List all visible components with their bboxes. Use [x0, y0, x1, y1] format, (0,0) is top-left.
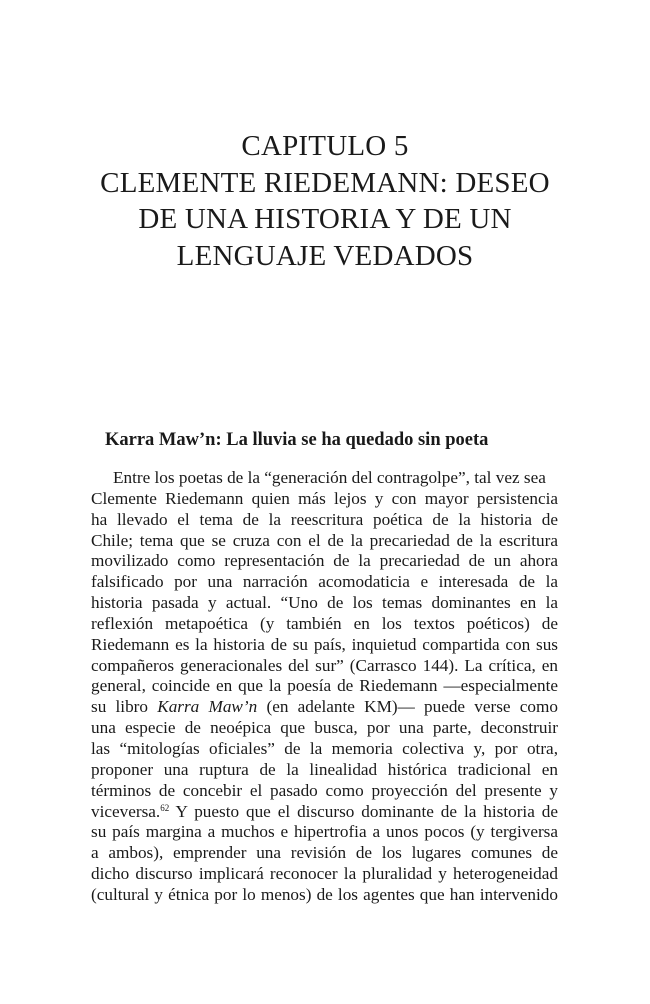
text-line: una especie de neoépica que busca, por una parte, deconstruir: [91, 718, 558, 738]
text-line: falsificado por una narración acomodaticia e interesada de la: [91, 572, 558, 592]
text-line: dicho discurso implicará reconocer la pluralidad y heterogeneidad: [91, 864, 558, 884]
text-line: su libro Karra Maw’n (en adelante KM)— puede verse como: [91, 697, 558, 717]
text-line: Chile; tema que se cruza con el de la precariedad de la escritura: [91, 530, 558, 550]
text-line: Riedemann es la historia de su país, inquietud compartida con sus: [91, 634, 558, 654]
text-line: historia pasada y actual. “Uno de los temas dominantes en la: [91, 593, 558, 613]
chapter-heading: [60, 128, 590, 274]
text-line: a ambos), emprender una revisión de los lugares comunes de: [91, 843, 558, 863]
book-title-karra-mawn: Karra Maw’n: [157, 697, 258, 717]
text-line: (cultural y étnica por lo menos) de los agentes que han intervenido: [91, 884, 558, 904]
text-line: general, coincide en que la poesía de Riedemann —especialmente: [91, 676, 558, 696]
text-line: términos de concebir el pasado como proyección del presente y: [91, 780, 558, 800]
chapter-number: CAPITULO 5: [241, 130, 409, 162]
chapter-title-line-2: DE UNA HISTORIA Y DE UN: [138, 203, 512, 235]
text-line: ha llevado el tema de la reescritura poética de la historia de: [91, 509, 558, 529]
text-line: viceversa.$^{62}$ Y puesto que el discurso dominante de la historia de: [91, 801, 558, 821]
chapter-title-line-3: LENGUAJE VEDADOS: [176, 239, 474, 272]
text-line: las “mitologías oficiales” de la memoria colectiva y, por otra,: [91, 738, 558, 758]
text-line: Entre los poetas de la “generación del contragolpe”, tal vez sea: [113, 468, 546, 487]
text-line: su país margina a muchos e hipertrofia a unos pocos (y tergiversa: [91, 822, 558, 842]
text-line: movilizado como representación de la precariedad de un ahora: [91, 551, 558, 571]
text-line: compañeros generacionales del sur” (Carrasco 144). La crítica, en: [91, 655, 558, 675]
text-line: Clemente Riedemann quien más lejos y con mayor persistencia: [91, 488, 558, 508]
text-line: proponer una ruptura de la linealidad histórica tradicional en: [91, 759, 558, 779]
chapter-title-line-1: CLEMENTE RIEDEMANN: DESEO: [100, 166, 550, 199]
section-title: Karra Maw’n: La lluvia se ha quedado sin poeta: [105, 430, 489, 450]
body-paragraph: [91, 468, 558, 906]
footnote-marker: 62: [160, 802, 170, 813]
text-line: reflexión metapoética (y también en los textos poéticos) de: [91, 613, 558, 633]
